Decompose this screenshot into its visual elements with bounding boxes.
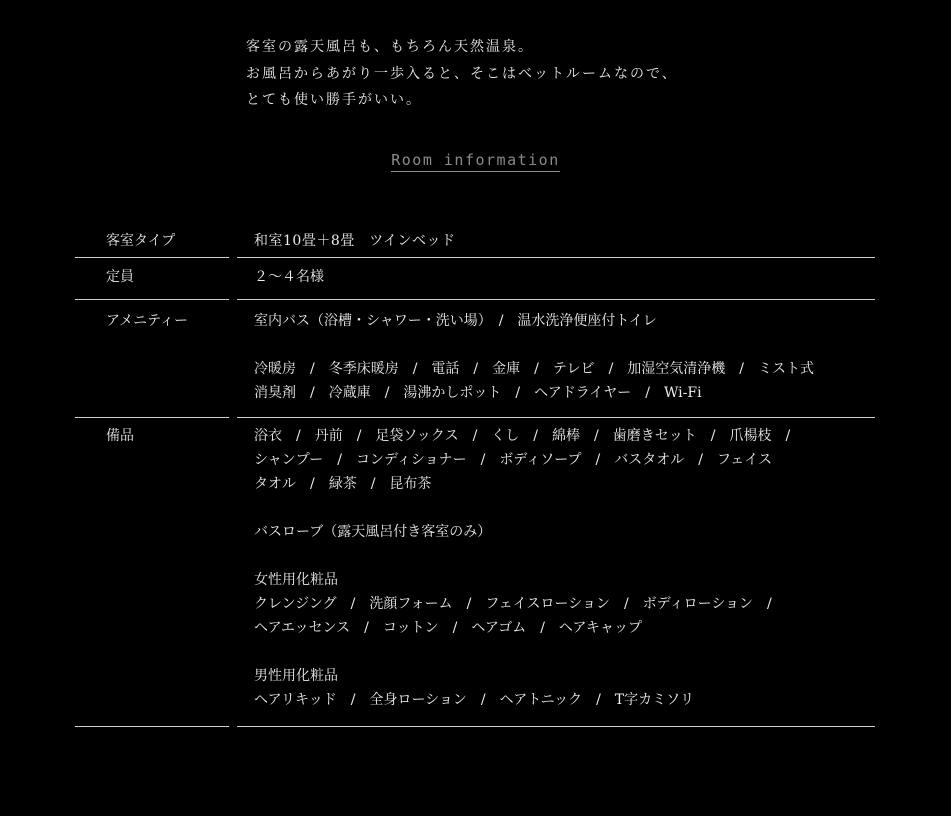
intro-line: お風呂からあがり一歩入ると、そこはベットルームなので、 [246, 65, 678, 82]
row-value-line: バスローブ（露天風呂付き客室のみ） [254, 524, 492, 540]
row-value-line: 女性用化粧品 [254, 572, 338, 588]
row-label: アメニティー [106, 313, 189, 329]
row-value-line: 消臭剤 / 冷蔵庫 / 湯沸かしポット / ヘアドライヤー / Wi-Fi [254, 385, 702, 401]
row-value-line: 男性用化粧品 [254, 668, 338, 684]
row-value [254, 424, 875, 713]
row-value-line: 冷暖房 / 冬季床暖房 / 電話 / 金庫 / テレビ / 加湿空気清浄機 / ミスト式 [254, 361, 815, 377]
row-value-spacer [254, 496, 875, 520]
row-value-spacer [254, 333, 875, 357]
intro-line: 客室の露天風呂も、もちろん天然温泉。 [246, 39, 534, 55]
row-value-line: 和室10畳＋8畳 ツインベッド [254, 233, 456, 249]
row-value [254, 265, 875, 289]
room-information-heading: Room information [391, 150, 560, 172]
row-value-line: クレンジング / 洗顔フォーム / フェイスローション / ボディローション / [254, 596, 772, 612]
row-value-spacer [254, 640, 875, 664]
table-row-room-type [75, 220, 875, 258]
intro-line: とても使い勝手がいい。 [246, 92, 422, 108]
table-row-equipment [75, 418, 875, 727]
row-value-line: ２〜４名様 [254, 269, 324, 285]
row-label: 定員 [106, 269, 134, 285]
row-value [254, 229, 875, 255]
table-row-capacity [75, 258, 875, 300]
row-value-line: 室内バス（浴槽・シャワー・洗い場） / 温水洗浄便座付トイレ [254, 313, 657, 329]
row-value-spacer [254, 544, 875, 568]
row-label: 備品 [106, 428, 134, 444]
row-value-line: シャンプー / コンディショナー / ボディソープ / バスタオル / フェイス [254, 452, 773, 468]
table-row-amenities [75, 300, 875, 418]
room-info-table [75, 220, 875, 727]
row-value-line: ヘアリキッド / 全身ローション / ヘアトニック / T字カミソリ [254, 692, 695, 708]
row-value-line: ヘアエッセンス / コットン / ヘアゴム / ヘアキャップ [254, 620, 642, 636]
section-title [0, 150, 951, 172]
row-value-line: 浴衣 / 丹前 / 足袋ソックス / くし / 綿棒 / 歯磨きセット / 爪楊枝 / [254, 428, 791, 444]
intro-text [246, 34, 678, 114]
row-label: 客室タイプ [106, 233, 176, 249]
row-value [254, 309, 875, 405]
row-value-line: タオル / 緑茶 / 昆布茶 [254, 476, 432, 492]
